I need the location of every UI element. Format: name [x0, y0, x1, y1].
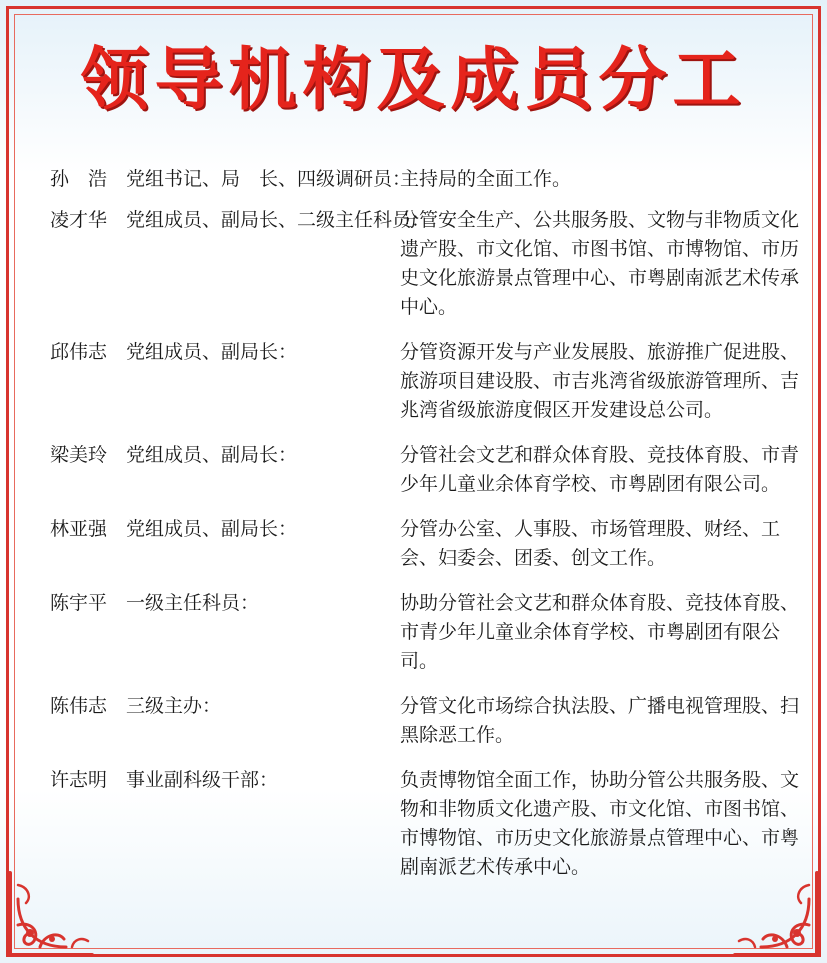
member-name: 邱伟志: [50, 341, 108, 363]
member-name: 凌才华: [50, 209, 108, 231]
member-position: 党组成员、副局长：: [126, 341, 298, 363]
member-name: 林亚强: [50, 518, 108, 540]
member-position: 党组成员、副局长：: [126, 444, 298, 466]
member-name: 陈伟志: [50, 695, 108, 717]
member-row: [50, 515, 810, 573]
red-scroll-ornament-icon: [6, 869, 96, 959]
member-name: 梁美玲: [50, 444, 108, 466]
member-duty: 分管社会文艺和群众体育股、竞技体育股、市青少年儿童业余体育学校、市粤剧团有限公司。: [400, 444, 800, 495]
member-row: [50, 165, 810, 194]
member-row: [50, 206, 810, 322]
member-duty: 分管文化市场综合执法股、广播电视管理股、扫黑除恶工作。: [400, 695, 800, 746]
member-row: [50, 692, 810, 750]
member-row: [50, 589, 810, 676]
member-duty: 协助分管社会文艺和群众体育股、竞技体育股、市青少年儿童业余体育学校、市粤剧团有限公司。: [400, 592, 800, 672]
member-position: 事业副科级干部：: [126, 769, 279, 791]
member-row: [50, 338, 810, 425]
member-row: [50, 766, 810, 882]
member-position: 党组成员、副局长、二级主任科员：: [126, 209, 431, 231]
member-position: 党组书记、局 长、四级调研员：: [126, 168, 412, 190]
member-position: 党组成员、副局长：: [126, 518, 298, 540]
member-duty: 主持局的全面工作。: [400, 168, 572, 190]
member-position: 一级主任科员：: [126, 592, 260, 614]
member-row: [50, 441, 810, 499]
member-name: 陈宇平: [50, 592, 108, 614]
page-title: 领导机构及成员分工: [80, 41, 747, 120]
member-duty: 负责博物馆全面工作，协助分管公共服务股、文物和非物质文化遗产股、市文化馆、市图书馆、市博物馆、市历史文化旅游景点管理中心、市粤剧南派艺术传承中心。: [400, 769, 800, 878]
member-position: 三级主办：: [126, 695, 222, 717]
member-duty: 分管资源开发与产业发展股、旅游推广促进股、旅游项目建设股、市吉兆湾省级旅游管理所、吉兆湾省级旅游度假区开发建设总公司。: [400, 341, 800, 421]
red-scroll-ornament-icon: [731, 869, 821, 959]
member-duty: 分管安全生产、公共服务股、文物与非物质文化遗产股、市文化馆、市图书馆、市博物馆、市历史文化旅游景点管理中心、市粤剧南派艺术传承中心。: [400, 209, 800, 318]
member-duty: 分管办公室、人事股、市场管理股、财经、工会、妇委会、团委、创文工作。: [400, 518, 781, 569]
member-name: 孙 浩: [50, 168, 108, 190]
member-list: [50, 165, 810, 882]
member-name: 许志明: [50, 769, 108, 791]
